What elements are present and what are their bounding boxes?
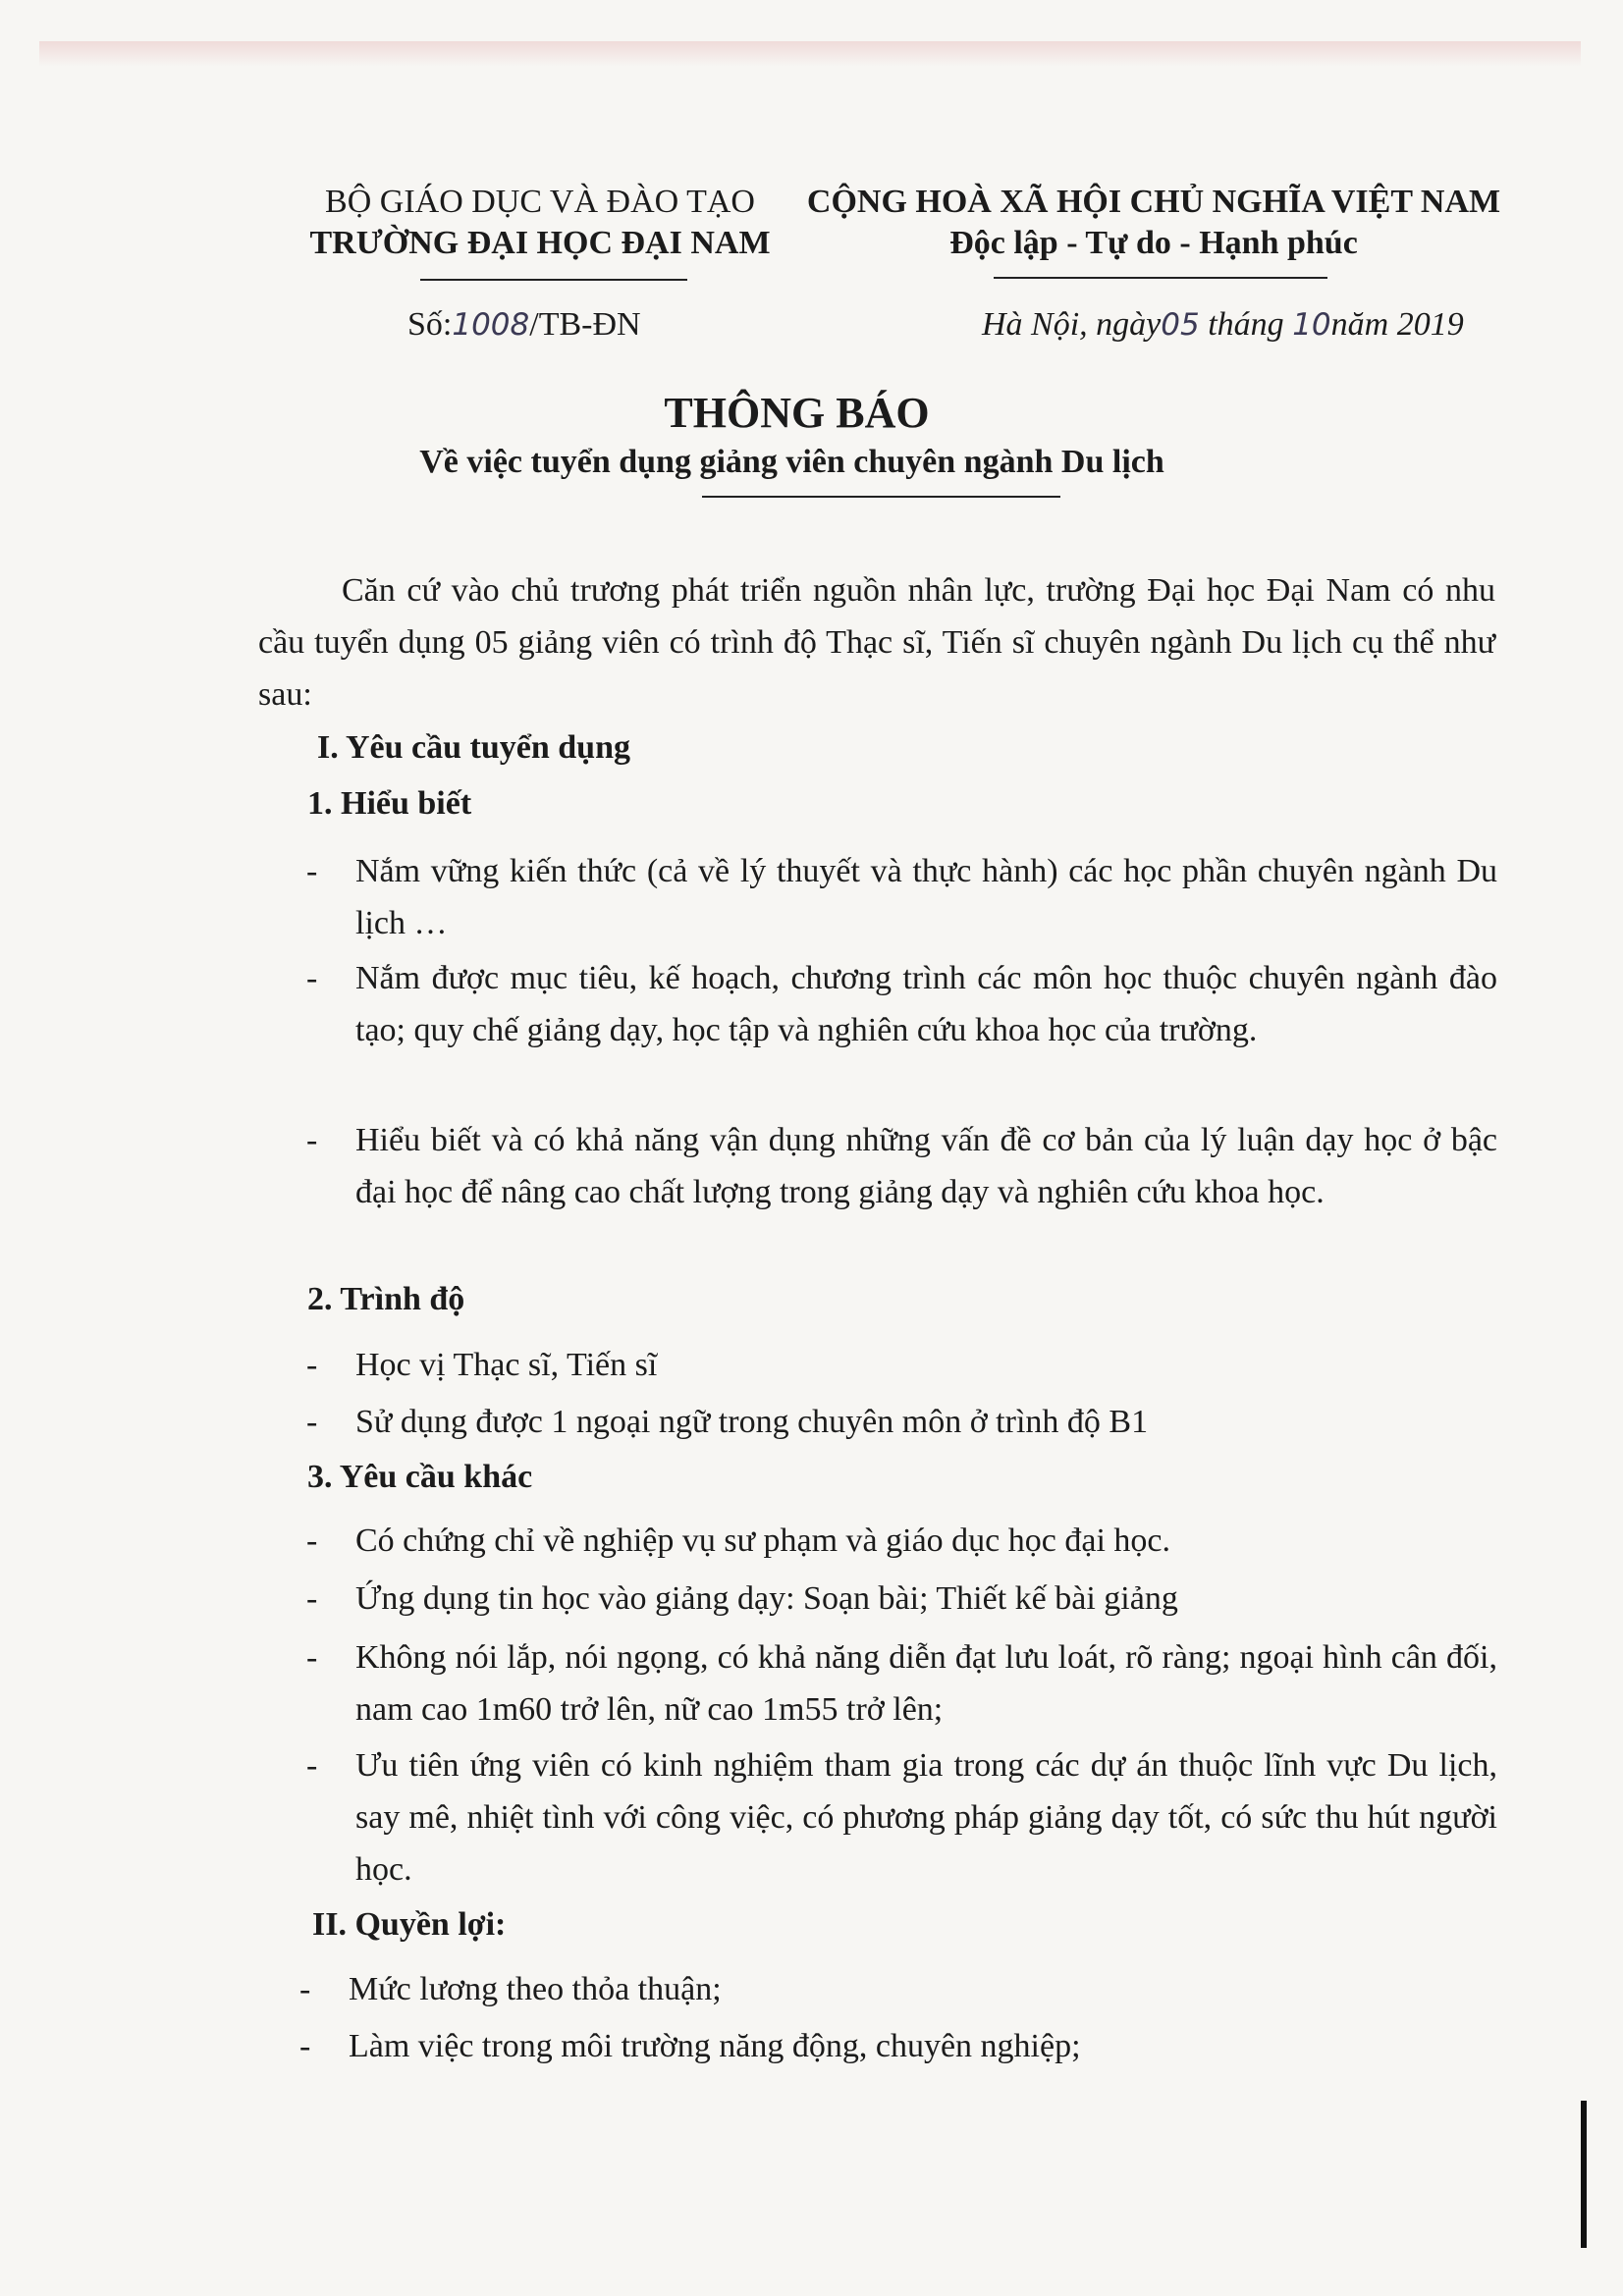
document-title: THÔNG BÁO (664, 389, 930, 437)
date-part3: năm 2019 (1330, 306, 1464, 343)
subsection-3-heading: 3. Yêu cầu khác (307, 1459, 533, 1495)
reference-number (407, 306, 641, 344)
bullet-dash: - (306, 1580, 318, 1617)
country-name: CỘNG HOÀ XÃ HỘI CHỦ NGHĨA VIỆT NAM (806, 184, 1501, 220)
list-item: Làm việc trong môi trường năng động, chuyên nghiệp; (349, 2028, 1081, 2064)
motto: Độc lập - Tự do - Hạnh phúc (949, 225, 1358, 261)
reference-suffix: /TB-ĐN (529, 306, 641, 343)
bullet-dash: - (306, 1347, 318, 1383)
list-item: Có chứng chỉ về nghiệp vụ sư phạm và giáo dục học đại học. (355, 1522, 1170, 1559)
bullet-dash: - (306, 1747, 318, 1784)
list-item: Nắm được mục tiêu, kế hoạch, chương trình các môn học thuộc chuyên ngành đào tạo; quy chế giảng dạy, học tập và nghiên cứu khoa học của trường. (355, 960, 1497, 1048)
section-2-heading: II. Quyền lợi: (312, 1906, 507, 1943)
bullet-dash: - (299, 2028, 311, 2064)
list-item: Nắm vững kiến thức (cả về lý thuyết và thực hành) các học phần chuyên ngành Du lịch … (355, 853, 1497, 941)
bullet-dash: - (306, 1122, 318, 1158)
list-item: Học vị Thạc sĩ, Tiến sĩ (355, 1347, 658, 1383)
scan-edge-mark (1581, 2101, 1587, 2248)
bullet-dash: - (306, 1404, 318, 1440)
date-part1: Hà Nội, ngày (982, 306, 1162, 343)
reference-prefix: Số: (407, 306, 453, 343)
reference-handwritten-number: 1008 (452, 307, 530, 343)
national-motto-block (800, 182, 1507, 264)
subsection-1-heading: 1. Hiểu biết (307, 785, 472, 822)
list-item: Ứng dụng tin học vào giảng dạy: Soạn bài; Thiết kế bài giảng (355, 1580, 1178, 1617)
document-subtitle: Về việc tuyển dụng giảng viên chuyên ngành Du lịch (419, 444, 1164, 480)
issue-date (982, 306, 1464, 344)
scan-edge-tint (39, 41, 1581, 67)
bullet-dash: - (306, 853, 318, 889)
list-item: Ưu tiên ứng viên có kinh nghiệm tham gia trong các dự án thuộc lĩnh vực Du lịch, say mê, nhiệt tình với công việc, có phương pháp giảng dạy tốt, có sức thu hút người học. (355, 1747, 1497, 1888)
section-1-heading: I. Yêu cầu tuyển dụng (317, 729, 630, 766)
issuer-block (295, 182, 785, 264)
bullet-dash: - (306, 960, 318, 996)
date-month-handwritten: 10 (1292, 307, 1331, 343)
bullet-dash: - (306, 1522, 318, 1559)
list-item: Sử dụng được 1 ngoại ngữ trong chuyên môn ở trình độ B1 (355, 1404, 1149, 1440)
intro-paragraph: Căn cứ vào chủ trương phát triển nguồn nhân lực, trường Đại học Đại Nam có nhu cầu tuyển dụng 05 giảng viên có trình độ Thạc sĩ, Tiến sĩ chuyên ngành Du lịch cụ thể như sau: (258, 572, 1495, 713)
bullet-dash: - (299, 1971, 311, 2007)
issuer-underline (420, 279, 687, 281)
list-item: Mức lương theo thỏa thuận; (349, 1971, 722, 2007)
subtitle-underline (702, 496, 1060, 498)
date-day-handwritten: 05 (1161, 307, 1200, 343)
bullet-dash: - (306, 1639, 318, 1676)
date-part2: tháng (1199, 306, 1293, 343)
list-item: Hiểu biết và có khả năng vận dụng những vấn đề cơ bản của lý luận dạy học ở bậc đại học để nâng cao chất lượng trong giảng dạy và nghiên cứu khoa học. (355, 1122, 1497, 1210)
list-item: Không nói lắp, nói ngọng, có khả năng diễn đạt lưu loát, rõ ràng; ngoại hình cân đối, nam cao 1m60 trở lên, nữ cao 1m55 trở lên; (355, 1639, 1497, 1728)
motto-underline (994, 277, 1327, 279)
university-name: TRƯỜNG ĐẠI HỌC ĐẠI NAM (309, 225, 771, 261)
subsection-2-heading: 2. Trình độ (307, 1281, 465, 1317)
ministry-name: BỘ GIÁO DỤC VÀ ĐÀO TẠO (325, 184, 755, 220)
